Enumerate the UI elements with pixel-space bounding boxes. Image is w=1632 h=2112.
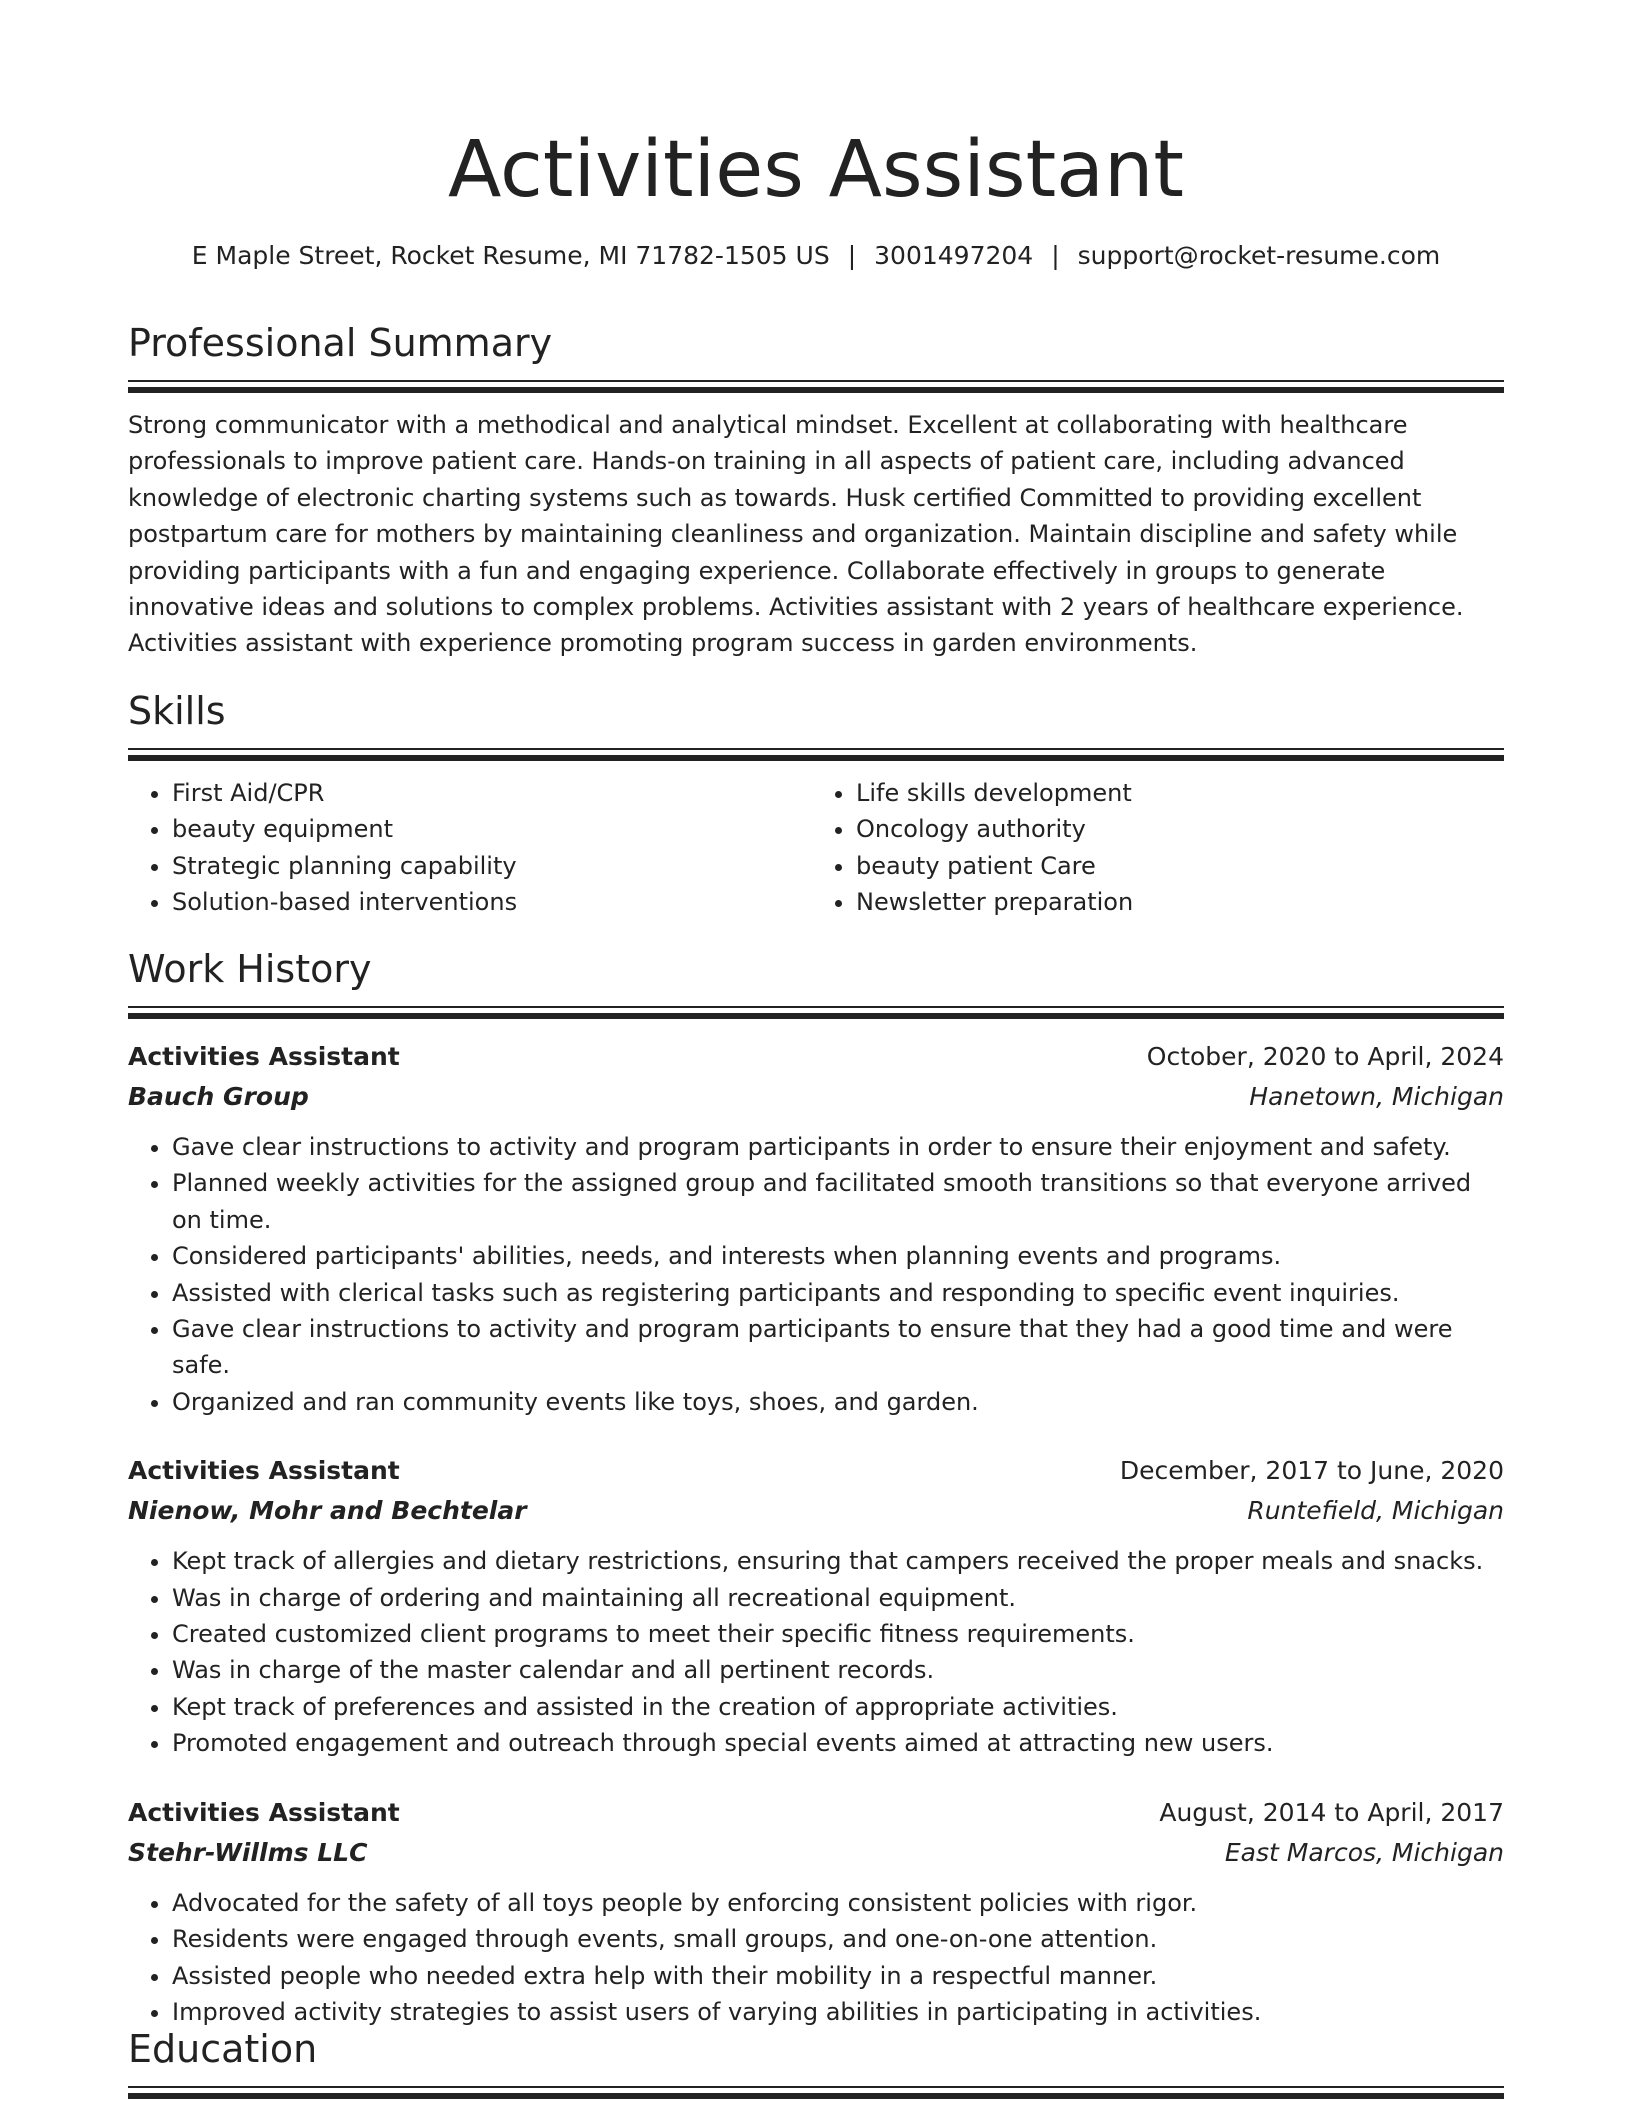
job-entry <box>128 1793 1504 2031</box>
summary-text: Strong communicator with a methodical and analytical mindset. Excellent at collaborating with healthcare professionals to improve patient care. Hands-on training in all aspects of patient care, including advanced knowledge of electronic charting systems such as towards. Husk certified Committed to providing excellent postpartum care for mothers by maintaining cleanliness and organization. Maintain discipline and safety while providing participants with a fun and engaging experience. Collaborate effectively in groups to generate innovative ideas and solutions to complex problems. Activities assistant with 2 years of healthcare experience. Activities assistant with experience promoting program success in garden environments. <box>128 411 1464 658</box>
job-company: Bauch Group <box>128 1082 309 1111</box>
job-company: Stehr-Willms LLC <box>128 1837 368 1867</box>
job-title: Activities Assistant <box>128 1456 400 1486</box>
job-bullets <box>128 1885 1504 2031</box>
job-company: Nienow, Mohr and Bechtelar <box>128 1496 527 1526</box>
job-bullet: • Kept track of allergies and dietary restrictions, ensuring that campers received the proper meals and snacks. <box>172 1543 1504 1579</box>
summary-heading: Professional Summary <box>128 321 553 365</box>
job-bullet: • Gave clear instructions to activity and program participants to ensure that they had a good time and were safe. <box>172 1311 1504 1384</box>
summary-section <box>128 318 1504 662</box>
job-title: Activities Assistant <box>128 1797 400 1827</box>
job-company-row <box>128 1833 1504 1873</box>
job-bullet: • Residents were engaged through events, small groups, and one-on-one attention. <box>172 1921 1504 1957</box>
work-history-heading: Work History <box>128 947 372 991</box>
job-entry <box>128 1451 1504 1761</box>
job-bullet: • Organized and ran community events like toys, shoes, and garden. <box>172 1384 1504 1420</box>
job-bullet: • Improved activity strategies to assist users of varying abilities in participating in activities. <box>172 1994 1504 2030</box>
job-bullet: • Assisted with clerical tasks such as registering participants and responding to specific event inquiries. <box>172 1275 1504 1311</box>
job-bullet: • Planned weekly activities for the assigned group and facilitated smooth transitions so that everyone arrived on time. <box>172 1165 1504 1238</box>
job-header-row <box>128 1037 1504 1077</box>
job-bullets <box>128 1543 1504 1761</box>
work-history-section <box>128 944 1504 2030</box>
skill-item: • Newsletter preparation <box>856 884 1490 920</box>
section-divider <box>128 380 1504 393</box>
education-heading: Education <box>128 2027 318 2071</box>
contact-separator: | <box>1051 241 1060 270</box>
job-header-row <box>128 1451 1504 1491</box>
job-company-row <box>128 1491 1504 1531</box>
skills-grid <box>128 775 1504 921</box>
job-bullet: • Promoted engagement and outreach through special events aimed at attracting new users. <box>172 1725 1504 1761</box>
contact-line <box>0 236 1632 276</box>
contact-email[interactable]: support@rocket-resume.com <box>1077 241 1441 270</box>
job-header-row <box>128 1793 1504 1833</box>
skill-item: • beauty equipment <box>172 811 806 847</box>
resume-name: Activities Assistant <box>448 125 1184 215</box>
job-bullet: • Considered participants' abilities, needs, and interests when planning events and programs. <box>172 1238 1504 1274</box>
skills-list-right <box>806 775 1490 921</box>
job-title: Activities Assistant <box>128 1042 400 1071</box>
job-bullets <box>128 1129 1504 1420</box>
section-divider <box>128 2086 1504 2099</box>
skills-heading: Skills <box>128 689 226 733</box>
section-divider <box>128 1006 1504 1019</box>
contact-address: E Maple Street, Rocket Resume, MI 71782-1505 US <box>191 241 830 270</box>
job-bullet: • Assisted people who needed extra help with their mobility in a respectful manner. <box>172 1958 1504 1994</box>
job-dates: October, 2020 to April, 2024 <box>1146 1042 1504 1071</box>
education-section <box>128 2024 1504 2099</box>
job-location: Runtefield, Michigan <box>1247 1496 1504 1526</box>
skill-item: • Strategic planning capability <box>172 848 806 884</box>
job-bullet: • Was in charge of the master calendar and all pertinent records. <box>172 1652 1504 1688</box>
job-entry <box>128 1037 1504 1420</box>
job-bullet: • Created customized client programs to meet their specific fitness requirements. <box>172 1616 1504 1652</box>
skill-item: • Solution-based interventions <box>172 884 806 920</box>
contact-separator: | <box>847 241 857 270</box>
skill-item: • First Aid/CPR <box>172 775 806 811</box>
job-bullet: • Kept track of preferences and assisted in the creation of appropriate activities. <box>172 1689 1504 1725</box>
job-location: Hanetown, Michigan <box>1249 1082 1504 1111</box>
job-dates: December, 2017 to June, 2020 <box>1119 1456 1504 1486</box>
job-company-row <box>128 1077 1504 1117</box>
skill-item: • Oncology authority <box>856 811 1490 847</box>
skill-item: • Life skills development <box>856 775 1490 811</box>
contact-phone: 3001497204 <box>874 241 1034 270</box>
job-bullet: • Was in charge of ordering and maintaining all recreational equipment. <box>172 1580 1504 1616</box>
job-location: East Marcos, Michigan <box>1224 1837 1504 1867</box>
job-bullet: • Gave clear instructions to activity and program participants in order to ensure their enjoyment and safety. <box>172 1129 1504 1165</box>
skills-section <box>128 686 1504 921</box>
skills-list-left <box>128 775 806 921</box>
job-dates: August, 2014 to April, 2017 <box>1159 1797 1504 1827</box>
section-divider <box>128 748 1504 761</box>
skill-item: • beauty patient Care <box>856 848 1490 884</box>
job-bullet: • Advocated for the safety of all toys people by enforcing consistent policies with rigor. <box>172 1885 1504 1921</box>
